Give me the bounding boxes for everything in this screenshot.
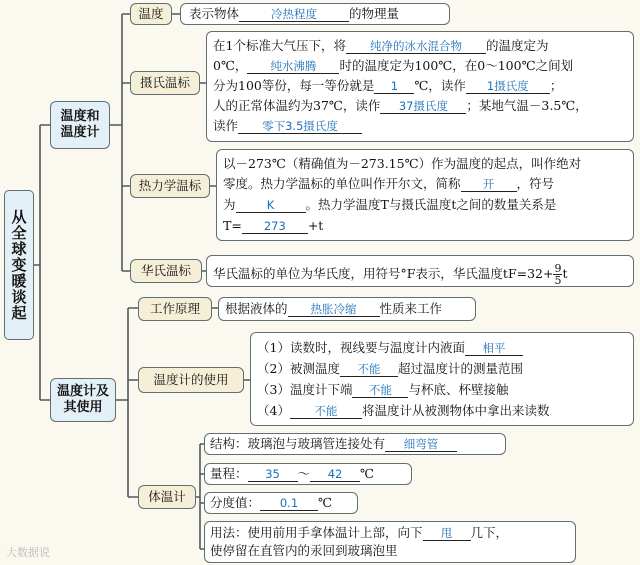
wendu-pre: 表示物体 <box>189 6 240 21</box>
celsius-l3-pre: 分为100等份，每一等份就是 <box>213 78 375 93</box>
usage-item-2-pre: （2）被测温度 <box>257 361 340 376</box>
celsius-content <box>206 31 634 142</box>
clinical-structure <box>204 433 506 455</box>
structure-answer: 细弯管 <box>385 437 457 452</box>
clinical-usage-line2: 使停留在直管内的汞回到玻璃泡里 <box>210 543 398 558</box>
clinical-usage <box>204 521 576 563</box>
celsius-l1-post: 的温度定为 <box>485 38 549 53</box>
usage-item-4-answer: 不能 <box>290 404 362 419</box>
wendu-answer: 冷热程度 <box>239 7 349 22</box>
clinical-usage-post: 几下， <box>470 525 509 540</box>
branch-thermometer <box>50 378 116 422</box>
celsius-answer-1: 纯净的冰水混合物 <box>346 39 486 54</box>
division-unit: ℃ <box>318 495 332 510</box>
node-fahrenheit <box>130 259 202 283</box>
celsius-answer-3: 1 <box>374 79 414 94</box>
clinical-division <box>204 492 358 514</box>
structure-pre: 结构：玻璃泡与玻璃管连接处有 <box>210 436 386 451</box>
usage-item-4-post: 将温度计从被测物体中拿出来读数 <box>361 403 550 418</box>
celsius-l3-mid: ℃，读作 <box>414 78 466 93</box>
range-min-answer: 35 <box>248 467 298 482</box>
usage-item-1-answer: 相平 <box>465 341 523 356</box>
division-pre: 分度值： <box>210 495 261 510</box>
fahrenheit-tail: t <box>562 266 568 281</box>
thermo-answer-3: 273 <box>242 219 308 234</box>
node-usage-label: 温度计的使用 <box>153 372 229 388</box>
thermo-l2-post: ，符号 <box>516 176 555 191</box>
branch-thermometer-label: 温度计及其使用 <box>56 383 109 415</box>
watermark: 大数据说 <box>6 546 50 559</box>
usage-item-2-post: 超过温度计的测量范围 <box>397 361 523 376</box>
celsius-answer-4: 1摄氏度 <box>466 79 550 94</box>
celsius-l2-pre: 0℃， <box>213 58 248 73</box>
thermo-l3-pre: 为 <box>223 197 236 212</box>
node-celsius <box>130 71 200 95</box>
celsius-l4-post: ；某地气温－3.5℃， <box>466 98 588 113</box>
root-title: 从全球变暖谈起 <box>9 209 28 321</box>
range-max-answer: 42 <box>310 467 360 482</box>
principle-post: 性质来工作 <box>379 301 443 316</box>
thermo-l4-pre: T= <box>223 218 242 233</box>
branch-temperature <box>50 101 110 149</box>
celsius-answer-5: 37摄氏度 <box>380 99 466 114</box>
thermo-answer-2: K <box>236 198 306 213</box>
node-principle <box>138 297 212 321</box>
range-separator: ～ <box>297 466 311 481</box>
celsius-l4-pre: 人的正常体温约为37℃，读作 <box>213 98 381 113</box>
principle-content <box>218 297 476 321</box>
node-clinical-thermometer-label: 体温计 <box>148 489 186 505</box>
node-wendu <box>130 3 172 25</box>
node-clinical-thermometer <box>138 485 196 509</box>
wendu-post: 的物理量 <box>349 6 400 21</box>
fraction-denominator: 5 <box>554 274 562 287</box>
usage-content <box>250 332 634 426</box>
range-unit: ℃ <box>360 466 375 481</box>
node-thermodynamic <box>130 174 210 198</box>
clinical-usage-answer: 甩 <box>423 526 471 541</box>
node-fahrenheit-label: 华氏温标 <box>140 263 191 279</box>
clinical-range <box>204 463 412 485</box>
wendu-definition <box>180 3 450 25</box>
range-pre: 量程： <box>210 466 248 481</box>
node-thermodynamic-label: 热力学温标 <box>138 178 202 194</box>
node-celsius-label: 摄氏温标 <box>139 75 190 91</box>
celsius-l1-pre: 在1个标准大气压下，将 <box>213 38 346 53</box>
thermodynamic-content <box>216 149 634 241</box>
fahrenheit-text: 华氏温标的单位为华氏度，用符号°F表示，华氏温度tF=32+ <box>213 266 554 281</box>
fahrenheit-content <box>206 255 634 287</box>
usage-item-3-post: 与杯底、杯壁接触 <box>408 382 509 397</box>
thermo-l2-pre: 零度。热力学温标的单位叫作开尔文，简称 <box>223 176 461 191</box>
fraction-numerator: 9 <box>554 262 562 275</box>
division-answer: 0.1 <box>260 496 318 511</box>
node-principle-label: 工作原理 <box>149 301 200 317</box>
principle-pre: 根据液体的 <box>225 301 288 316</box>
principle-answer: 热胀冷缩 <box>288 302 380 317</box>
usage-item-2-answer: 不能 <box>340 362 398 377</box>
thermo-l1: 以－273℃（精确值为－273.15℃）作为温度的起点，叫作绝对 <box>223 156 582 171</box>
usage-item-3-pre: （3）温度计下端 <box>257 382 353 397</box>
celsius-l2-post: 时的温度定为100℃，在0～100℃之间划 <box>339 58 574 73</box>
clinical-usage-pre: 用法：使用前用手拿体温计上部，向下 <box>210 525 423 540</box>
celsius-l5-pre: 读作 <box>213 118 239 133</box>
thermo-l4-post: +t <box>307 218 324 233</box>
celsius-answer-6: 零下3.5摄氏度 <box>238 119 362 134</box>
node-wendu-label: 温度 <box>138 6 164 22</box>
thermo-l3-post: 。热力学温度T与摄氏温度t之间的数量关系是 <box>305 197 557 212</box>
usage-item-4-pre: （4） <box>257 403 290 418</box>
thermo-answer-1: 开 <box>461 177 517 192</box>
root-node <box>4 190 34 340</box>
usage-item-3-answer: 不能 <box>352 383 408 398</box>
branch-temperature-label: 温度和温度计 <box>60 108 100 140</box>
celsius-l3-post: ； <box>549 78 563 93</box>
usage-item-1-pre: （1）读数时，视线要与温度计内液面 <box>257 340 465 355</box>
celsius-answer-2: 纯水沸腾 <box>247 59 339 74</box>
node-usage <box>138 367 244 393</box>
